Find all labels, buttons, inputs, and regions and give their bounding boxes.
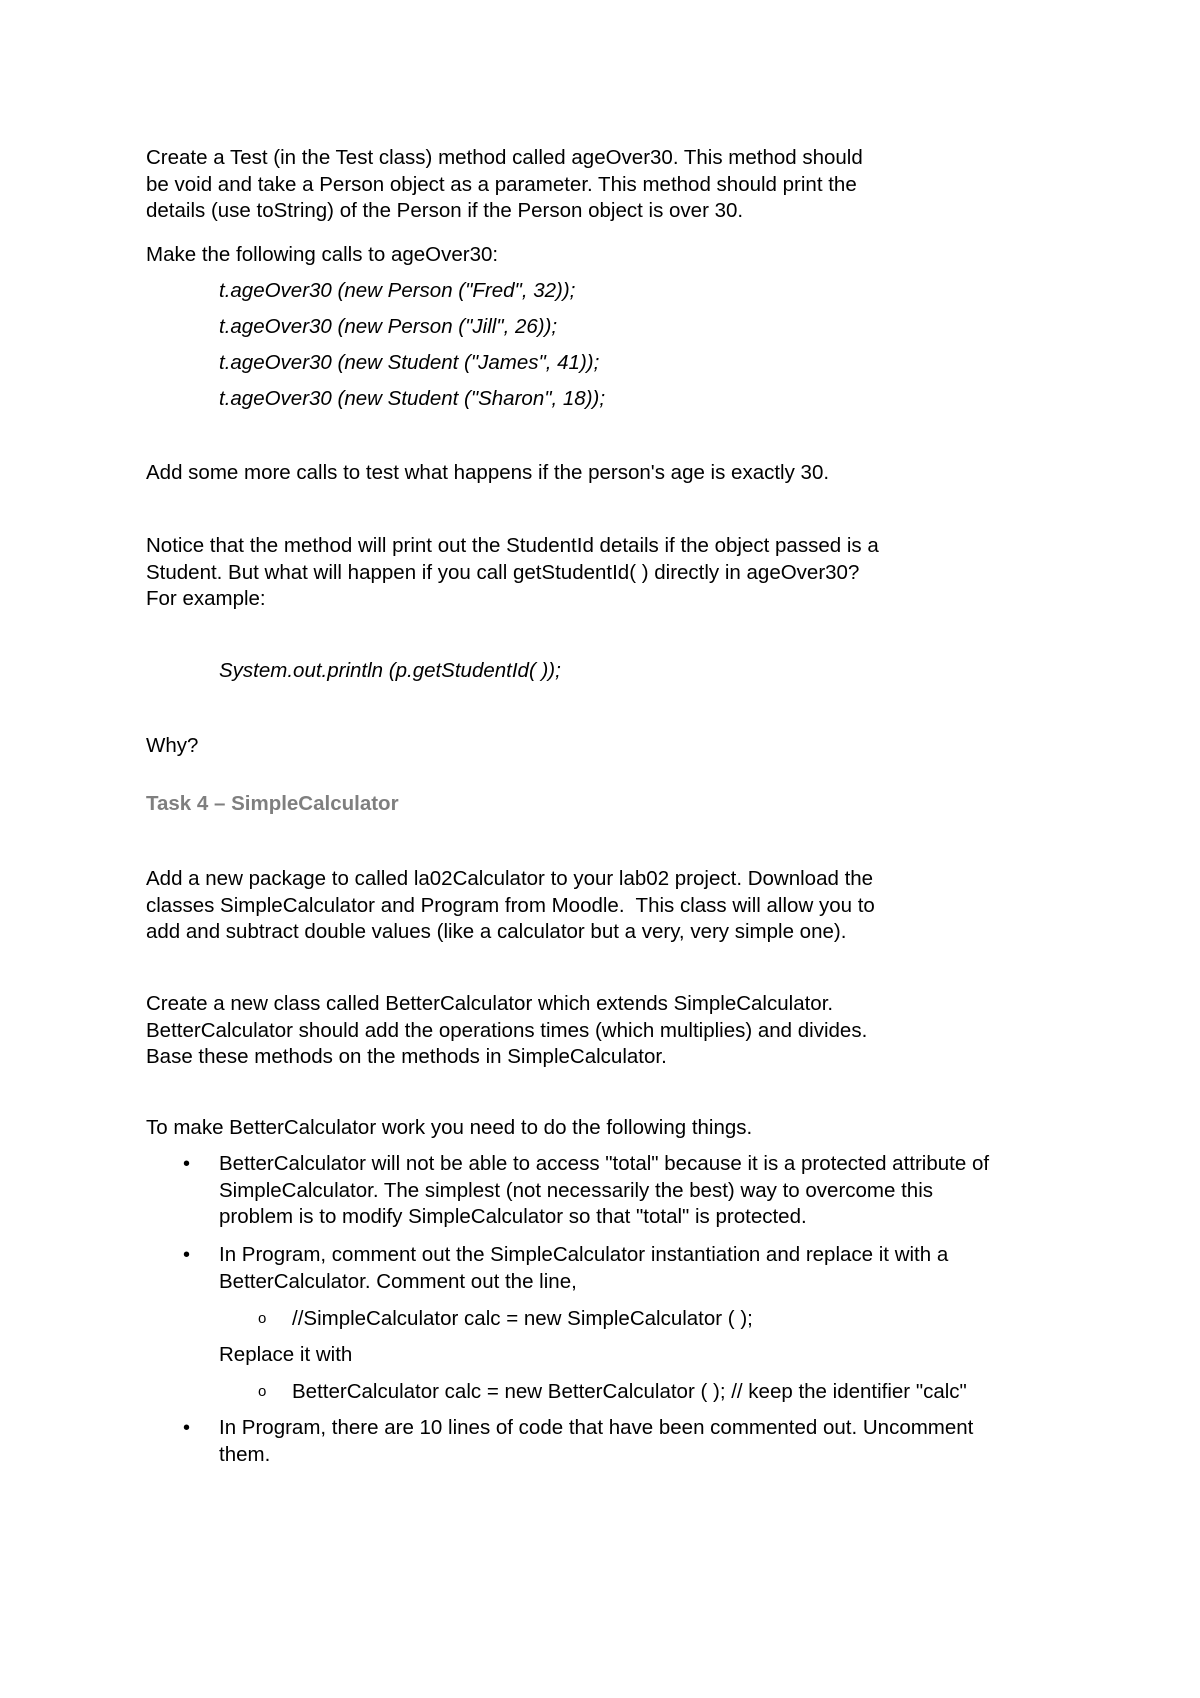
bullet-glyph: • <box>183 1244 191 1266</box>
text-line: Base these methods on the methods in SimpleCalculator. <box>146 1045 667 1068</box>
bullet-glyph: • <box>183 1153 191 1175</box>
text-line: add and subtract double values (like a calculator but a very, very simple one). <box>146 920 847 943</box>
sub-bullet-bettercalculator-line: BetterCalculator calc = new BetterCalculator ( ); // keep the identifier "calc" <box>292 1380 967 1403</box>
bullet-item-comment-out-instantiation <box>219 1242 1079 1295</box>
paragraph-age-exactly-30 <box>146 460 1076 487</box>
text-line: details (use toString) of the Person if the Person object is over 30. <box>146 199 744 222</box>
text-line: them. <box>219 1442 271 1466</box>
text-line: Make the following calls to ageOver30: <box>146 243 499 266</box>
text-line: BetterCalculator. Comment out the line, <box>219 1269 577 1293</box>
text-line: Why? <box>146 734 199 757</box>
sub-bullet-glyph: o <box>258 1383 267 1400</box>
paragraph-studentid-notice <box>146 533 1076 613</box>
text-line: For example: <box>146 587 266 610</box>
text-line: BetterCalculator will not be able to access "total" because it is a protected attribute of <box>219 1152 990 1175</box>
paragraph-bettercalculator <box>146 991 1076 1071</box>
paragraph-to-make-work <box>146 1115 1076 1142</box>
text-line: Create a new class called BetterCalculator which extends SimpleCalculator. <box>146 992 834 1015</box>
paragraph-new-package <box>146 866 1076 946</box>
text-line: In Program, comment out the SimpleCalculator instantiation and replace it with a <box>219 1243 949 1266</box>
text-line: Add some more calls to test what happens if the person's age is exactly 30. <box>146 461 830 484</box>
text-line: SimpleCalculator. The simplest (not necessarily the best) way to overcome this <box>219 1178 934 1202</box>
sub-bullet-simplecalculator-line: //SimpleCalculator calc = new SimpleCalculator ( ); <box>292 1307 753 1330</box>
paragraph-why <box>146 733 1076 760</box>
code-call-james: t.ageOver30 (new Student ("James", 41)); <box>219 351 600 374</box>
paragraph-make-calls <box>146 242 1076 269</box>
text-line: In Program, there are 10 lines of code that have been commented out. Uncomment <box>219 1416 974 1439</box>
bullet-item-protected-total <box>219 1151 1079 1231</box>
code-example-println: System.out.println (p.getStudentId( )); <box>219 659 561 682</box>
text-line: To make BetterCalculator work you need to do the following things. <box>146 1116 753 1139</box>
code-call-sharon: t.ageOver30 (new Student ("Sharon", 18)); <box>219 387 606 410</box>
sub-bullet-glyph: o <box>258 1310 267 1327</box>
text-line: BetterCalculator should add the operations times (which multiplies) and divides. <box>146 1018 868 1042</box>
text-line: Add a new package to called la02Calculator to your lab02 project. Download the <box>146 867 874 890</box>
text-line: Replace it with <box>219 1343 353 1366</box>
text-line: be void and take a Person object as a parameter. This method should print the <box>146 172 857 196</box>
text-line: Notice that the method will print out the StudentId details if the object passed is a <box>146 534 879 557</box>
text-line: Create a Test (in the Test class) method called ageOver30. This method should <box>146 146 863 169</box>
text-line: Student. But what will happen if you call getStudentId( ) directly in ageOver30? <box>146 560 860 584</box>
bullet-glyph: • <box>183 1417 191 1439</box>
replace-it-with-text <box>219 1342 1079 1369</box>
code-call-fred: t.ageOver30 (new Person ("Fred", 32)); <box>219 279 576 302</box>
paragraph-ageover30-intro <box>146 145 1076 225</box>
text-line: problem is to modify SimpleCalculator so that "total" is protected. <box>219 1205 807 1228</box>
task-4-heading: Task 4 – SimpleCalculator <box>146 792 399 815</box>
code-call-jill: t.ageOver30 (new Person ("Jill", 26)); <box>219 315 558 338</box>
bullet-item-uncomment-lines <box>219 1415 1079 1468</box>
text-line: classes SimpleCalculator and Program from Moodle. This class will allow you to <box>146 893 875 917</box>
